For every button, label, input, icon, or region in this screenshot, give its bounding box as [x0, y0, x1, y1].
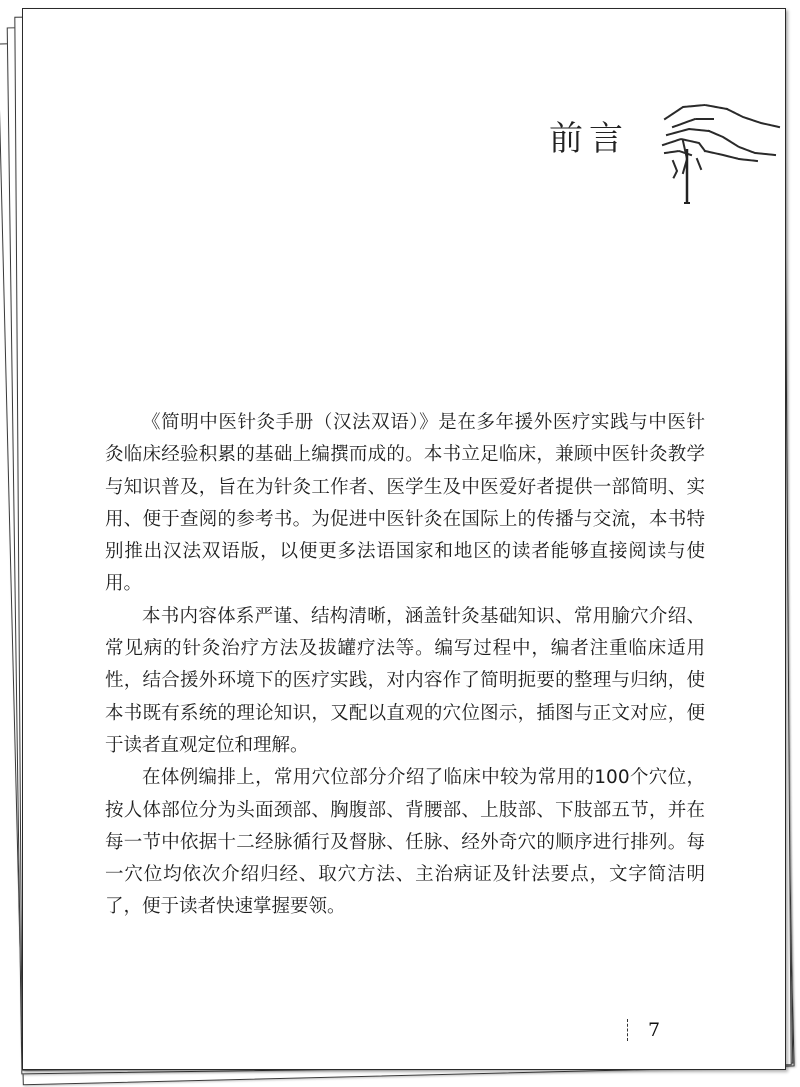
acupuncture-hand-decoration-icon	[643, 89, 783, 204]
page-title: 前言	[549, 119, 629, 159]
chapter-header	[543, 89, 783, 209]
page-number: 7	[648, 1019, 661, 1041]
preface-body	[105, 407, 705, 924]
page-footer	[627, 1019, 660, 1041]
paragraph: 在体例编排上，常用穴位部分介绍了临床中较为常用的100个穴位，按人体部位分为头面颈部、胸腹部、背腰部、上肢部、下肢部五节，并在每一节中依据十二经脉循行及督脉、任脉、经外奇穴的顺序进行排列。每一穴位均依次介绍归经、取穴方法、主治病证及针法要点，文字简洁明了，便于读者快速掌握要领。	[105, 767, 705, 918]
paragraph: 本书内容体系严谨、结构清晰，涵盖针灸基础知识、常用腧穴介绍、常见病的针灸治疗方法及拔罐疗法等。编写过程中，编者注重临床适用性，结合援外环境下的医疗实践，对内容作了简明扼要的整理与归纳，使本书既有系统的理论知识，又配以直观的穴位图示，插图与正文对应，便于读者直观定位和理解。	[105, 605, 705, 756]
folio-divider	[627, 1019, 628, 1041]
paragraph: 《简明中医针灸手册（汉法双语）》是在多年援外医疗实践与中医针灸临床经验积累的基础上编撰而成的。本书立足临床，兼顾中医针灸教学与知识普及，旨在为针灸工作者、医学生及中医爱好者提供一部简明、实用、便于查阅的参考书。为促进中医针灸在国际上的传播与交流，本书特别推出汉法双语版，以便更多法语国家和地区的读者能够直接阅读与使用。	[105, 412, 705, 595]
document-page	[22, 8, 786, 1070]
